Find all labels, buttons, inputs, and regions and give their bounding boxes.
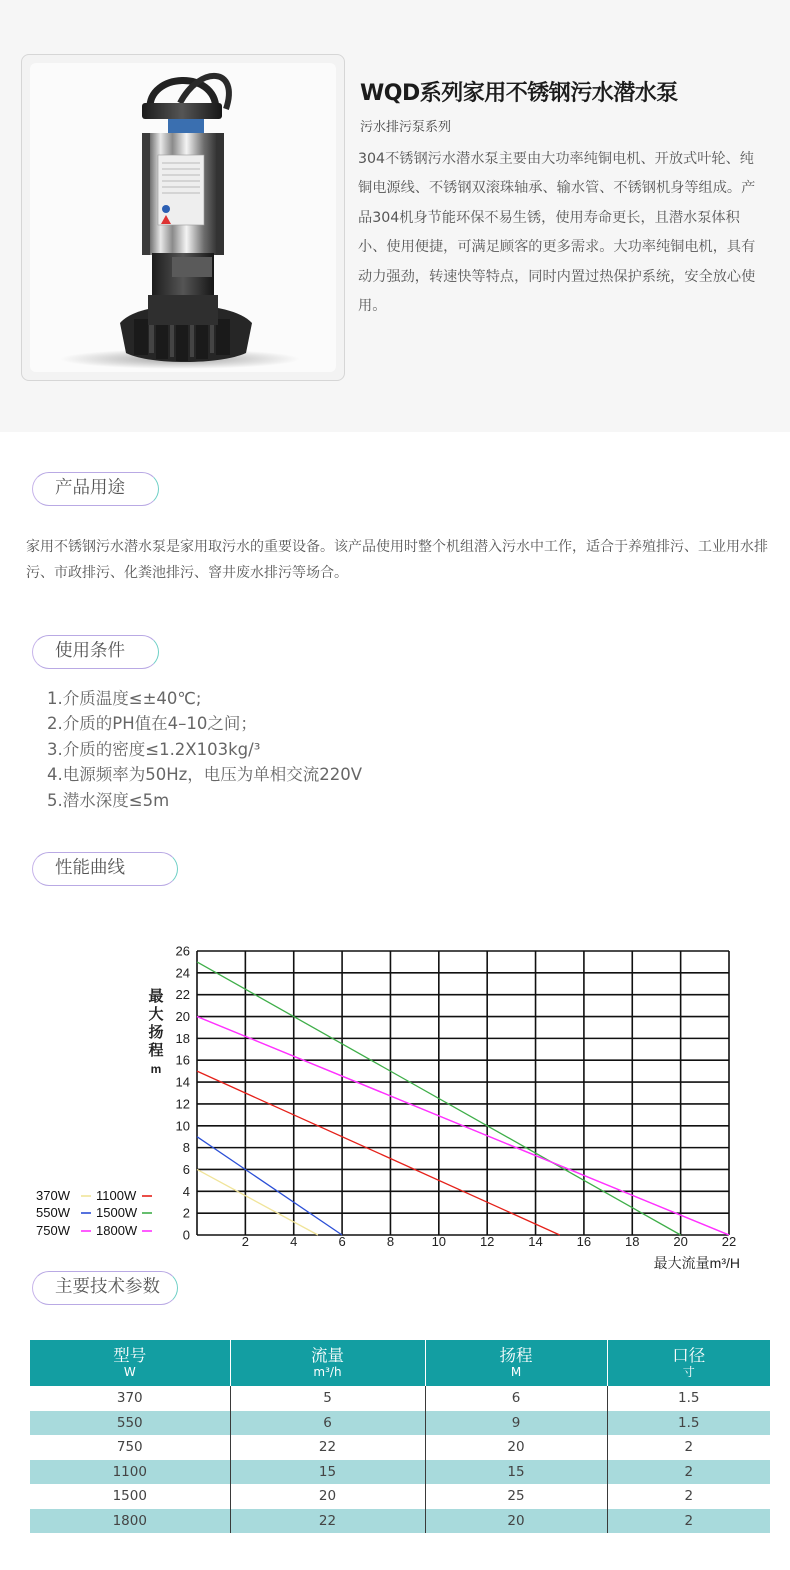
y-tick-label: 16: [175, 1052, 190, 1068]
spec-table-header-row: [30, 1340, 770, 1386]
x-axis-label: 最大流量m³/H: [653, 1255, 740, 1271]
table-cell: 25: [425, 1484, 607, 1509]
y-tick-label: 18: [175, 1030, 190, 1046]
legend-label: 1800W: [96, 1223, 138, 1238]
series-line-550W: [197, 1137, 342, 1235]
table-cell: 2: [607, 1509, 770, 1534]
table-cell: 1800: [30, 1509, 230, 1534]
y-axis-label: 大: [148, 1006, 164, 1023]
y-tick-label: 0: [182, 1227, 190, 1243]
y-tick-label: 14: [175, 1074, 190, 1090]
y-tick-label: 26: [175, 943, 190, 959]
y-tick-label: 22: [175, 987, 190, 1003]
product-title: WQD系列家用不锈钢污水潜水泵: [360, 81, 678, 106]
table-cell: 20: [425, 1509, 607, 1534]
y-tick-label: 4: [182, 1183, 190, 1199]
x-tick-label: 18: [625, 1234, 640, 1249]
spec-header-model: 型号 W: [30, 1340, 230, 1386]
table-row: [30, 1411, 770, 1436]
table-cell: 1100: [30, 1460, 230, 1485]
table-cell: 1.5: [678, 1390, 700, 1407]
table-cell: 15: [425, 1460, 607, 1485]
usage-paragraph: 家用不锈钢污水潜水泵是家用取污水的重要设备。该产品使用时整个机组潜入污水中工作，适合于养殖排污、工业用水排污、市政排污、化粪池排污、窨井废水排污等场合。: [26, 539, 768, 581]
x-tick-label: 6: [338, 1234, 346, 1249]
legend-label: 750W: [36, 1223, 70, 1238]
x-tick-label: 8: [386, 1234, 395, 1249]
table-row: [30, 1509, 770, 1534]
table-cell: 22: [230, 1435, 425, 1460]
table-cell: 370: [30, 1386, 230, 1411]
y-tick-label: 20: [175, 1009, 190, 1025]
conditions-list: [47, 686, 362, 813]
table-cell: 20: [230, 1484, 425, 1509]
performance-curve-chart: [0, 930, 790, 1280]
y-axis-label: m: [150, 1062, 162, 1076]
y-tick-label: 12: [175, 1096, 190, 1112]
legend-label: 1500W: [96, 1205, 138, 1220]
x-tick-label: 4: [290, 1234, 298, 1249]
condition-item: 5.潜水深度≤5m: [47, 790, 170, 810]
legend-label: 1100W: [96, 1188, 137, 1203]
x-tick-label: 10: [431, 1234, 447, 1249]
spec-header-head: 扬程 M: [425, 1340, 607, 1386]
y-axis-label: 扬: [148, 1024, 164, 1041]
condition-item: 4.电源频率为50Hz，电压为单相交流220V: [47, 765, 363, 785]
legend-label: 370W: [36, 1188, 70, 1203]
table-cell: 1500: [30, 1484, 230, 1509]
table-cell: 1.5: [607, 1411, 770, 1436]
table-row: [30, 1386, 770, 1411]
table-cell: 2: [607, 1460, 770, 1485]
y-axis-label: 程: [148, 1042, 164, 1059]
table-cell: 550: [30, 1411, 230, 1436]
spec-header-flow: 流量 m³/h: [230, 1340, 425, 1386]
table-cell: 5: [230, 1386, 425, 1411]
series-line-370W: [197, 1169, 318, 1235]
performance-curve-svg: [0, 930, 790, 1280]
x-tick-label: 16: [576, 1234, 592, 1249]
y-tick-label: 6: [182, 1161, 190, 1177]
table-row: [30, 1460, 770, 1485]
section-title-specs: 主要技术参数: [32, 1271, 178, 1305]
table-cell: 15: [230, 1460, 425, 1485]
table-cell: 22: [230, 1509, 425, 1534]
section-title-usage: 产品用途: [32, 472, 159, 506]
table-cell: 9: [425, 1411, 607, 1436]
table-cell: 6: [230, 1411, 425, 1436]
condition-item: 2.介质的PH值在4–10之间；: [47, 714, 257, 734]
y-tick-label: 10: [175, 1118, 190, 1134]
condition-item: 1.介质温度≤±40℃;: [47, 689, 202, 708]
table-cell: 6: [425, 1386, 607, 1411]
legend-label: 550W: [36, 1205, 70, 1220]
x-tick-label: 12: [479, 1234, 495, 1249]
table-row: [30, 1435, 770, 1460]
table-cell: 20: [425, 1435, 607, 1460]
table-row: [30, 1484, 770, 1509]
table-cell: 750: [30, 1435, 230, 1460]
section-title-curve: 性能曲线: [32, 852, 178, 886]
x-tick-label: 22: [721, 1234, 737, 1249]
y-tick-label: 8: [182, 1140, 190, 1156]
x-tick-label: 20: [673, 1234, 688, 1249]
table-cell: 2: [684, 1439, 694, 1456]
spec-table: [30, 1340, 770, 1533]
spec-header-caliber: 口径 寸: [607, 1340, 770, 1386]
x-tick-label: 2: [241, 1234, 249, 1249]
product-image-card: [21, 54, 345, 381]
x-tick-label: 14: [528, 1234, 543, 1249]
section-title-conditions: 使用条件: [32, 635, 159, 669]
product-description: 304不锈钢污水潜水泵主要由大功率纯铜电机、开放式叶轮、纯铜电源线、不锈钢双滚珠轴承、输水管、不锈钢机身等组成。产品304机身节能环保不易生锈，使用寿命更长，且潜水泵体积小、使用便捷，可满足顾客的更多需求。大功率纯铜电机，具有动力强劲，转速快等特点，同时内置过热保护系统，安全放心使用。: [358, 151, 756, 315]
product-subtitle: 污水排污泵系列: [360, 120, 452, 135]
y-axis-label: 最: [148, 988, 164, 1005]
table-cell: 2: [684, 1488, 694, 1505]
submersible-pump-image: [30, 63, 336, 372]
y-tick-label: 24: [175, 965, 190, 981]
series-line-1100W: [197, 1071, 560, 1235]
y-tick-label: 2: [182, 1205, 190, 1221]
condition-item: 3.介质的密度≤1.2X103kg/³: [47, 739, 261, 759]
